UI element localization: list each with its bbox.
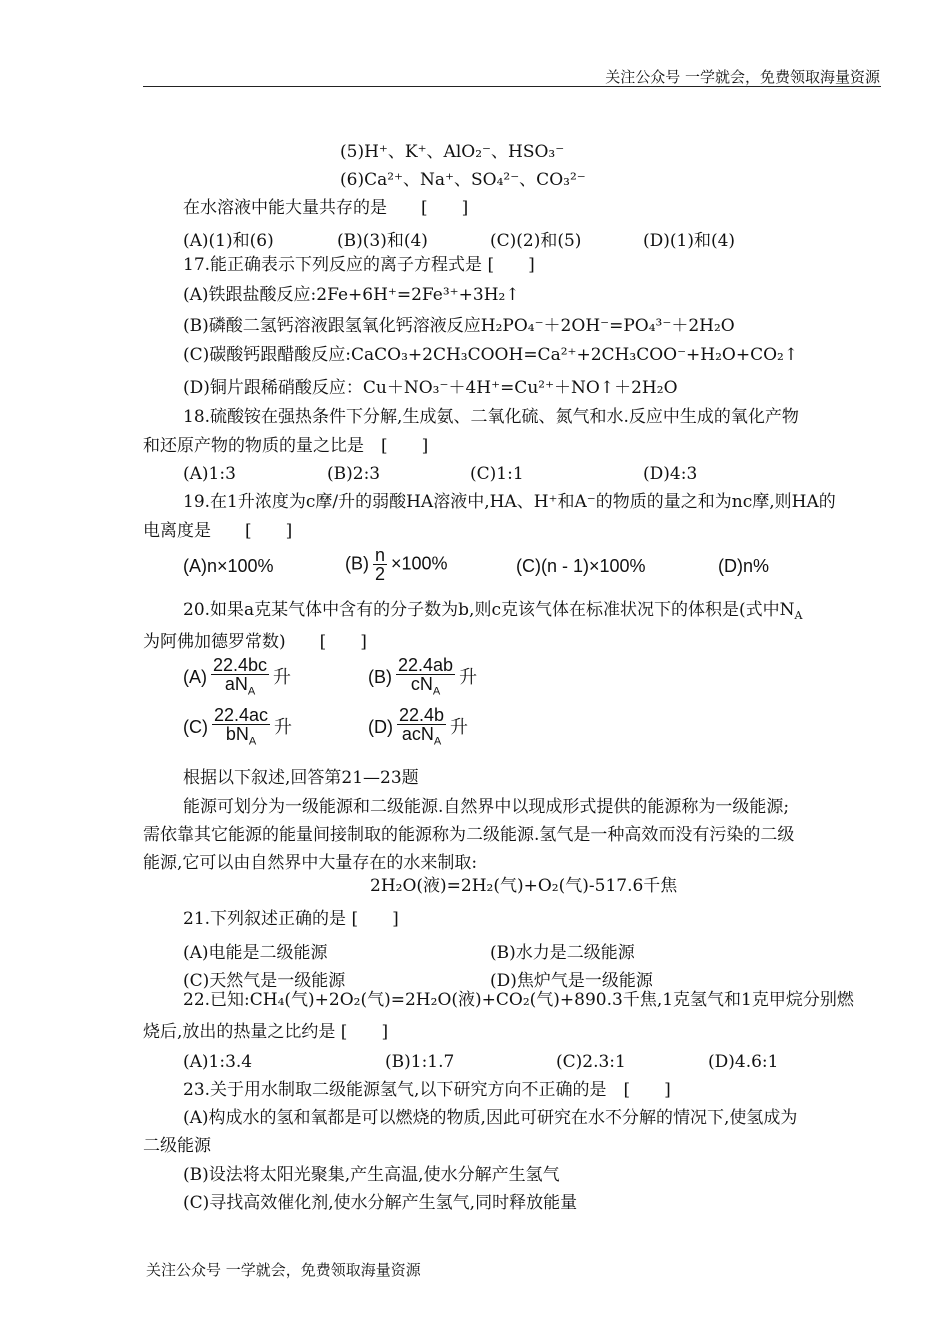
q19-option-b-suffix: ×100%: [391, 553, 448, 574]
q20-option-d-den-text: acN: [401, 724, 434, 744]
q18-option-a: (A)1:3: [183, 464, 236, 484]
q22-option-a: (A)1:3.4: [183, 1052, 253, 1072]
q17-option-a: (A)铁跟盐酸反应:2Fe+6H⁺=2Fe³⁺+3H₂↑: [183, 285, 520, 305]
q20-option-c-numerator: 22.4ac: [214, 705, 269, 725]
q19-option-b-label: (B): [345, 553, 369, 574]
q22-stem-line1: 22.已知:CH₄(气)+2O₂(气)=2H₂O(液)+CO₂(气)+890.3千焦,1克氢气和1克甲烷分别燃: [183, 990, 854, 1010]
q18-stem-line1: 18.硫酸铵在强热条件下分解,生成氨、二氧化硫、氮气和水.反应中生成的氧化产物: [183, 407, 799, 427]
q20-option-c-den-text: bN: [225, 724, 249, 744]
q16-option-d: (D)(1)和(4): [643, 231, 736, 251]
q20-option-b-denominator: [396, 675, 455, 701]
q20-option-c-unit: 升: [274, 717, 293, 739]
q23-option-a-line1: (A)构成水的氢和氧都是可以燃烧的物质,因此可研究在水不分解的情况下,使氢成为: [183, 1108, 798, 1128]
q19-stem-line2: 电离度是 [ ]: [143, 521, 293, 541]
q19-option-b: [345, 546, 448, 583]
q17-option-d: (D)铜片跟稀硝酸反应：Cu＋NO₃⁻＋4H⁺=Cu²⁺＋NO↑＋2H₂O: [183, 378, 678, 398]
q20-option-b-den-sub: A: [432, 685, 441, 698]
q20-option-b-numerator: 22.4ab: [398, 655, 454, 675]
q18-option-b: (B)2:3: [327, 464, 381, 484]
passage-equation: 2H₂O(液)=2H₂(气)+O₂(气)-517.6千焦: [370, 876, 678, 896]
page-footer-text: 关注公众号 一学就会，免费领取海量资源: [146, 1261, 421, 1279]
q16-option-a: (A)(1)和(6): [183, 231, 274, 251]
q23-option-c: (C)寻找高效催化剂,使水分解产生氢气,同时释放能量: [183, 1193, 578, 1213]
q20-option-c-denominator: [212, 725, 270, 751]
q20-option-d-unit: 升: [450, 717, 469, 739]
q16-line5: (5)H⁺、K⁺、AlO₂⁻、HSO₃⁻: [340, 142, 565, 162]
q20-option-a-label: (A): [183, 667, 207, 688]
q16-stem: 在水溶液中能大量共存的是 [ ]: [183, 198, 469, 218]
q22-option-b: (B)1:1.7: [385, 1052, 455, 1072]
q20-option-a-den-sub: A: [247, 685, 256, 698]
q22-option-d: (D)4.6:1: [708, 1052, 779, 1072]
q16-option-b: (B)(3)和(4): [337, 231, 428, 251]
q21-option-a: (A)电能是二级能源: [183, 943, 328, 963]
q21-option-b: (B)水力是二级能源: [490, 943, 635, 963]
q23-stem: 23.关于用水制取二级能源氢气,以下研究方向不正确的是 [ ]: [183, 1080, 671, 1100]
q18-option-c: (C)1:1: [470, 464, 524, 484]
passage-line1: 能源可划分为一级能源和二级能源.自然界中以现成形式提供的能源称为一级能源;: [183, 797, 790, 817]
q20-option-b-label: (B): [368, 667, 392, 688]
q19-option-c: (C)(n - 1)×100%: [516, 556, 646, 576]
q20-option-b: [368, 656, 477, 701]
q17-option-c: (C)碳酸钙跟醋酸反应:CaCO₃+2CH₃COOH=Ca²⁺+2CH₃COO⁻+H₂O+CO₂↑: [183, 345, 799, 365]
q22-stem-line2: 烧后,放出的热量之比约是 [ ]: [143, 1022, 389, 1042]
q19-option-b-numerator: n: [375, 545, 386, 565]
q20-stem-line2: 为阿佛加德罗常数) [ ]: [143, 632, 367, 652]
q20-option-b-unit: 升: [459, 667, 478, 689]
q18-stem-line2: 和还原产物的物质的量之比是 [ ]: [143, 436, 429, 456]
passage-line3: 能源,它可以由自然界中大量存在的水来制取:: [143, 853, 478, 873]
q20-option-d: [368, 706, 468, 751]
q20-option-b-den-text: cN: [410, 674, 433, 694]
q19-option-b-fraction: [373, 546, 387, 583]
passage-line2: 需依靠其它能源的能量间接制取的能源称为二级能源.氢气是一种高效而没有污染的二级: [143, 825, 795, 845]
q20-stem-subscript: A: [794, 609, 803, 622]
q20-option-c-fraction: [212, 706, 270, 751]
q17-option-b: (B)磷酸二氢钙溶液跟氢氧化钙溶液反应H₂PO₄⁻＋2OH⁻=PO₄³⁻＋2H₂O: [183, 316, 735, 336]
q21-stem: 21.下列叙述正确的是 [ ]: [183, 909, 399, 929]
header-rule: [143, 86, 881, 87]
q20-option-d-numerator: 22.4b: [399, 705, 445, 725]
q20-stem-line1-text: 20.如果a克某气体中含有的分子数为b,则c克该气体在标准状况下的体积是(式中N: [183, 600, 795, 620]
q20-option-c: [183, 706, 292, 751]
q20-option-a: [183, 656, 291, 701]
q20-stem-line1: [183, 600, 802, 620]
q16-line6: (6)Ca²⁺、Na⁺、SO₄²⁻、CO₃²⁻: [340, 170, 586, 190]
q18-option-d: (D)4:3: [643, 464, 698, 484]
q17-stem: 17.能正确表示下列反应的离子方程式是 [ ]: [183, 255, 535, 275]
q20-option-d-label: (D): [368, 717, 393, 738]
q19-stem-line1: 19.在1升浓度为c摩/升的弱酸HA溶液中,HA、H⁺和A⁻的物质的量之和为nc摩,则HA的: [183, 492, 836, 512]
q20-option-a-fraction: [211, 656, 269, 701]
q19-option-d: (D)n%: [718, 556, 770, 576]
q20-option-a-denominator: [211, 675, 269, 701]
q20-option-d-denominator: [397, 725, 446, 751]
q23-option-a-line2: 二级能源: [143, 1136, 211, 1156]
q20-option-b-fraction: [396, 656, 455, 701]
q20-option-d-den-sub: A: [433, 735, 442, 748]
q19-option-b-denominator: 2: [375, 564, 386, 584]
q16-option-c: (C)(2)和(5): [490, 231, 582, 251]
q23-option-b: (B)设法将太阳光聚集,产生高温,使水分解产生氢气: [183, 1165, 560, 1185]
q21-option-c: (C)天然气是一级能源: [183, 971, 346, 991]
passage-intro: 根据以下叙述,回答第21—23题: [183, 768, 419, 788]
q20-option-a-den-text: aN: [224, 674, 248, 694]
q21-option-d: (D)焦炉气是一级能源: [490, 971, 653, 991]
q19-option-a: (A)n×100%: [183, 556, 274, 576]
q20-option-c-label: (C): [183, 717, 208, 738]
q20-option-a-unit: 升: [273, 667, 292, 689]
q20-option-d-fraction: [397, 706, 446, 751]
page-header-text: 关注公众号 一学就会，免费领取海量资源: [605, 68, 880, 86]
q22-option-c: (C)2.3:1: [556, 1052, 626, 1072]
q20-option-c-den-sub: A: [248, 735, 257, 748]
q20-option-a-numerator: 22.4bc: [213, 655, 268, 675]
